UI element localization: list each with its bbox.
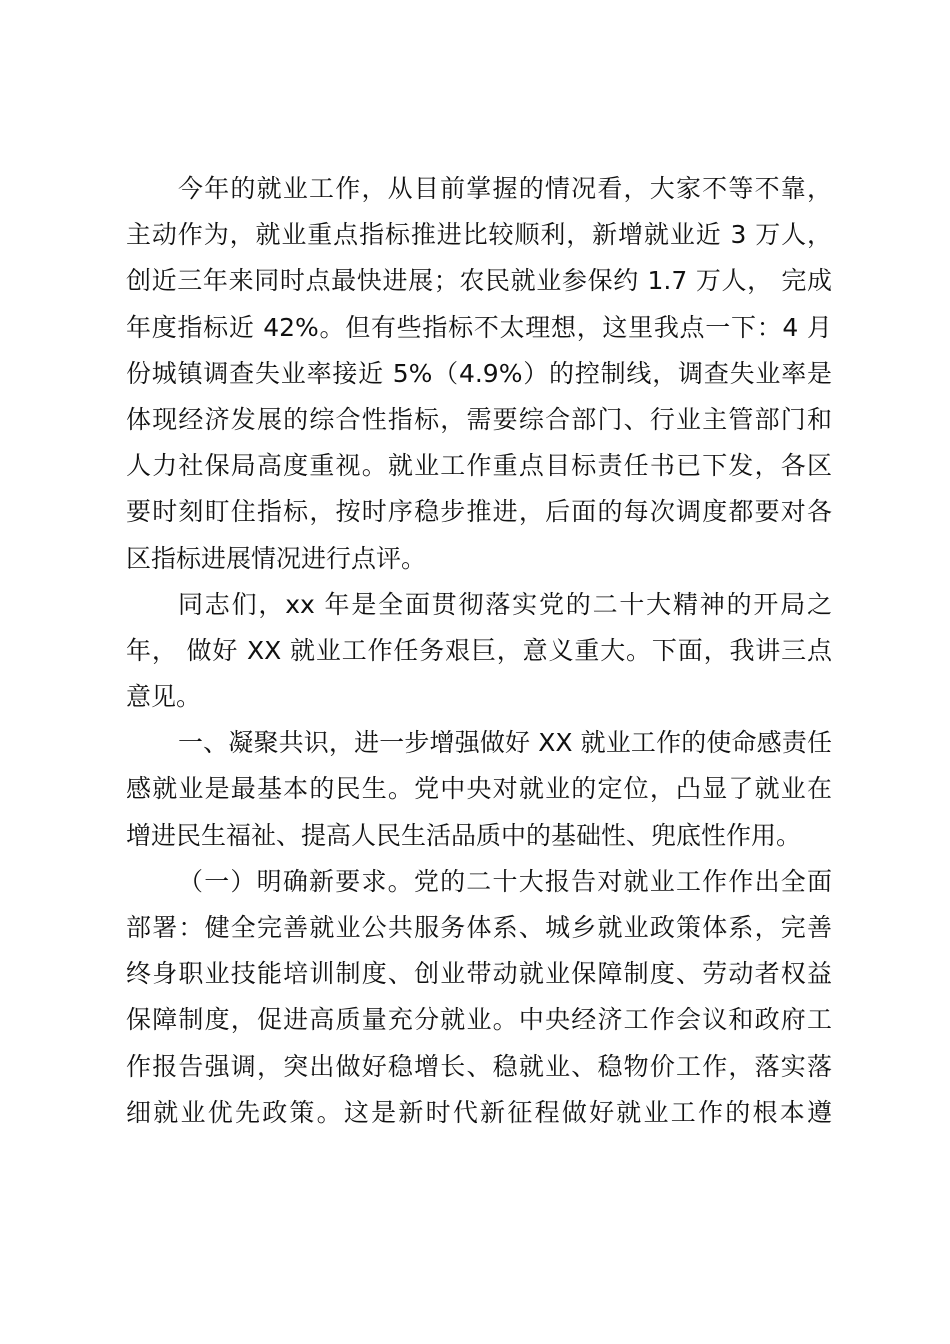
paragraph-comrades-intro xyxy=(126,582,832,721)
text-line: 同志们，xx 年是全面贯彻落实党的二十大精神的开局之 xyxy=(178,589,832,619)
text-line: 今年的就业工作，从目前掌握的情况看，大家不等不靠， xyxy=(178,174,832,203)
text-line: 年， 做好 XX 就业工作任务艰巨，意义重大。下面，我讲三点 xyxy=(126,635,832,665)
text-line: 作报告强调，突出做好稳增长、稳就业、稳物价工作，落实落 xyxy=(126,1051,832,1081)
text-line: （一）明确新要求。党的二十大报告对就业工作作出全面 xyxy=(178,866,832,896)
text-line: 终身职业技能培训制度、创业带动就业保障制度、劳动者权益 xyxy=(126,959,832,989)
text-line: 保障制度，促进高质量充分就业。中央经济工作会议和政府工 xyxy=(126,1005,832,1035)
text-line: 意见。 xyxy=(126,682,202,712)
text-line: 要时刻盯住指标，按时序稳步推进，后面的每次调度都要对各 xyxy=(126,497,832,527)
text-line: 一、凝聚共识，进一步增强做好 XX 就业工作的使命感责任 xyxy=(178,728,832,758)
text-line: 主动作为，就业重点指标推进比较顺利，新增就业近 3 万人， xyxy=(126,220,832,250)
text-line: 体现经济发展的综合性指标，需要综合部门、行业主管部门和 xyxy=(126,404,832,434)
text-line: 感就业是最基本的民生。党中央对就业的定位，凸显了就业在 xyxy=(126,774,832,804)
text-line: 份城镇调查失业率接近 5%（4.9%）的控制线，调查失业率是 xyxy=(126,358,832,388)
paragraph-section-one xyxy=(126,720,832,859)
text-line: 部署：健全完善就业公共服务体系、城乡就业政策体系，完善 xyxy=(126,913,832,942)
text-line: 区指标进展情况进行点评。 xyxy=(126,543,427,573)
paragraph-employment-progress xyxy=(126,166,832,582)
text-line: 增进民生福祉、提高人民生活品质中的基础性、兜底性作用。 xyxy=(126,820,802,850)
text-line: 人力社保局高度重视。就业工作重点目标责任书已下发，各区 xyxy=(126,451,832,481)
text-line: 年度指标近 42%。但有些指标不太理想，这里我点一下：4 月 xyxy=(126,312,832,342)
text-line: 细就业优先政策。这是新时代新征程做好就业工作的根本遵 xyxy=(126,1097,832,1127)
text-line: 创近三年来同时点最快进展；农民就业参保约 1.7 万人， 完成 xyxy=(126,266,832,296)
paragraph-new-requirements xyxy=(126,859,832,1136)
document-body xyxy=(126,166,832,1136)
